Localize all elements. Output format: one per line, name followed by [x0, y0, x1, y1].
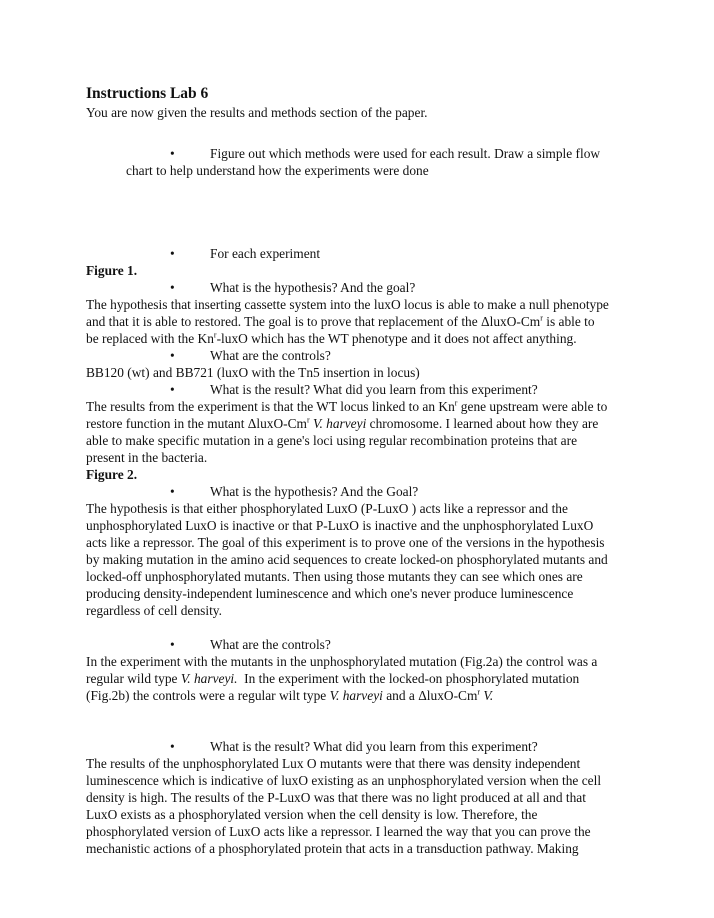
fig1-result-line3: able to make specific mutation in a gene's loci using regular recombination proteins that are	[86, 433, 578, 448]
fig2-result-line: luminescence which is indicative of luxO existing as an unphosphorylated version when the cell	[86, 773, 602, 788]
fig2-question-hypothesis	[86, 483, 646, 500]
bullet-dot: •	[170, 146, 175, 161]
fig2-ctrl-3b: and a ΔluxO-Cm	[382, 688, 478, 703]
fig1-res-1b: gene upstream were able to	[457, 399, 608, 414]
fig1-result-line1	[86, 398, 646, 415]
fig2-ctrl-2b: In the experiment with the locked-on phosphorylated mutation	[237, 671, 580, 686]
fig2-q-result-text: What is the result? What did you learn from this experiment?	[210, 739, 538, 754]
fig1-question-hypothesis	[86, 279, 646, 296]
fig2-hypothesis-line: locked-off unphosphorylated mutants. Then using those mutants they can see which ones are	[86, 569, 583, 584]
bullet-dot: •	[170, 484, 175, 499]
superscript-r: r	[306, 415, 310, 425]
fig2-ctrl-3c: V.	[480, 688, 494, 703]
bullet-methods-line2: chart to help understand how the experiments were done	[126, 163, 429, 178]
bullet-dot: •	[170, 637, 175, 652]
document-page	[86, 84, 646, 857]
superscript-r: r	[454, 398, 458, 408]
superscript-r: r	[213, 330, 217, 340]
intro-text: You are now given the results and methods section of the paper.	[86, 105, 428, 120]
fig2-ctrl-2a: regular wild type	[86, 671, 181, 686]
fig2-hypothesis-line: unphosphorylated LuxO is inactive or that P-LuxO is inactive and the unphosphorylated LuxO	[86, 518, 594, 533]
fig2-controls-line1: In the experiment with the mutants in the unphosphorylated mutation (Fig.2a) the control was a	[86, 654, 598, 669]
fig1-q-hypothesis-text: What is the hypothesis? And the goal?	[210, 280, 416, 295]
figure2-heading: Figure 2.	[86, 467, 138, 482]
superscript-r: r	[540, 313, 543, 323]
superscript-r: r	[477, 687, 481, 697]
fig1-hypothesis-line2	[86, 313, 646, 330]
bullet-dot: •	[170, 739, 175, 754]
bullet-each-label: For each experiment	[210, 246, 321, 261]
fig2-hypothesis-line: regardless of cell density.	[86, 603, 222, 618]
bullet-dot: •	[170, 382, 175, 397]
fig1-hypothesis-line1: The hypothesis that inserting cassette system into the luxO locus is able to make a null phenotype	[86, 297, 609, 312]
fig1-result-line4: present in the bacteria.	[86, 450, 208, 465]
bullet-each-experiment	[86, 245, 646, 262]
bullet-dot: •	[170, 280, 175, 295]
fig2-ctrl-3-italic: V. harveyi	[329, 688, 383, 703]
fig1-question-controls	[86, 347, 646, 364]
fig1-question-result	[86, 381, 646, 398]
fig2-result-line: mechanistic actions of a phosphorylated protein that acts in a transduction pathway. Making	[86, 841, 579, 856]
fig2-result-line: density is high. The results of the P-LuxO was that there was no light produced at all and that	[86, 790, 586, 805]
fig1-res-2b: chromosome. I learned about how they are	[366, 416, 599, 431]
fig2-hypothesis-line: acts like a repressor. The goal of this experiment is to prove one of the versions in the hypothesis	[86, 535, 605, 550]
fig2-q-controls-text: What are the controls?	[210, 637, 331, 652]
bullet-dot: •	[170, 246, 175, 261]
fig1-q-controls-text: What are the controls?	[210, 348, 331, 363]
fig1-controls-answer: BB120 (wt) and BB721 (luxO with the Tn5 insertion in locus)	[86, 365, 420, 380]
fig2-result-line: phosphorylated version of LuxO acts like a repressor. I learned the way that you can prove the	[86, 824, 591, 839]
bullet-dot: •	[170, 348, 175, 363]
fig2-ctrl-2-italic: V. harveyi.	[180, 671, 238, 686]
fig2-ctrl-3a: (Fig.2b) the controls were a regular wilt type	[86, 688, 330, 703]
fig2-hypothesis-line: by making mutation in the amino acid sequences to create locked-on phosphorylated mutants and	[86, 552, 608, 567]
fig1-res-2-italic: V. harveyi	[309, 416, 367, 431]
fig1-result-line2	[86, 415, 646, 432]
fig2-result-line: LuxO exists as a phosphorylated version when the cell density is low. Therefore, the	[86, 807, 538, 822]
fig1-hyp-3b: -luxO which has the WT phenotype and it does not affect anything.	[216, 331, 577, 346]
fig1-res-2a: restore function in the mutant ΔluxO-Cm	[86, 416, 307, 431]
fig2-question-controls	[86, 636, 646, 653]
fig2-controls-line2	[86, 670, 646, 687]
fig1-hyp-3a: be replaced with the Kn	[86, 331, 214, 346]
fig1-hyp-2a: and that it is able to restored. The goal is to prove that replacement of the ΔluxO-Cm	[86, 314, 541, 329]
fig1-q-result-text: What is the result? What did you learn from this experiment?	[210, 382, 538, 397]
bullet-methods-line1: Figure out which methods were used for each result. Draw a simple flow	[210, 146, 601, 161]
fig2-hypothesis-line: producing density-independent luminescence and which one's never produce luminescence	[86, 586, 574, 601]
fig2-q-hypothesis-text: What is the hypothesis? And the Goal?	[210, 484, 419, 499]
fig2-controls-line3	[86, 687, 646, 704]
fig1-hyp-2b: is able to	[542, 314, 595, 329]
fig2-hypothesis-line: The hypothesis is that either phosphorylated LuxO (P-LuxO ) acts like a repressor and the	[86, 501, 568, 516]
document-title: Instructions Lab 6	[86, 85, 209, 102]
bullet-methods	[86, 145, 646, 162]
fig1-res-1a: The results from the experiment is that the WT locus linked to an Kn	[86, 399, 455, 414]
figure1-heading: Figure 1.	[86, 263, 138, 278]
fig1-hypothesis-line3	[86, 330, 646, 347]
fig2-result-line: The results of the unphosphorylated Lux O mutants were that there was density independent	[86, 756, 581, 771]
fig2-question-result	[86, 738, 646, 755]
